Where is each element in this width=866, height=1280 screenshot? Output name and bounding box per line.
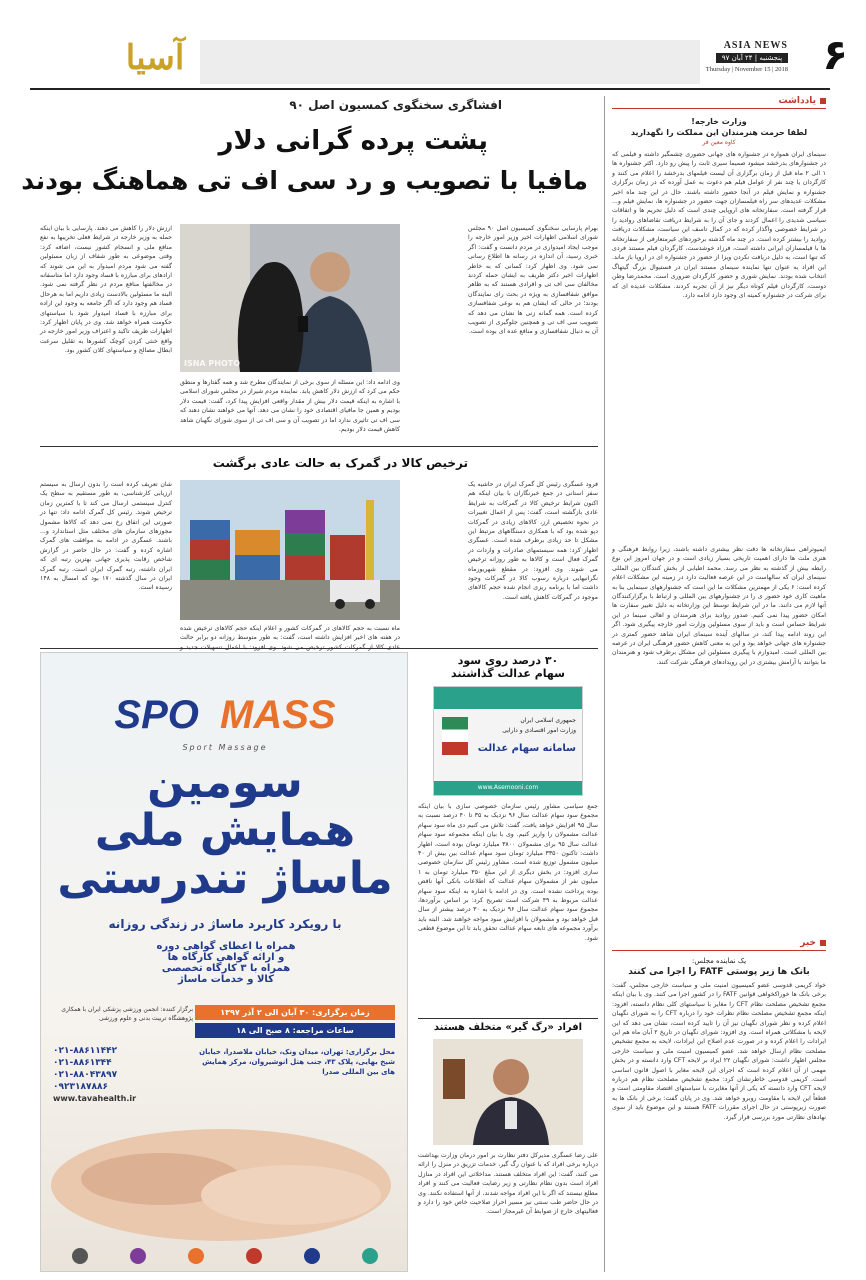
customs-col-3: شان تعریف کرده است را بدون ارسال به سیستم ارزیابی کارشناسی، به طور مستقیم به سطح یک کنترل سیستمی ارسال می کند تا با کمترین زمان ترخیص شوند. رئیس کل گمرک ادامه داد: تنها در صورتی این اتفاق رخ نمی دهد که کالاها مشمول مجوزهای سازمان های مختلف مثل استاندارد و... باشند. عسگری در ادامه به موافقت های گمرک اشاره کرده و گفت: در حال حاضر در گزارش شاخص رقابت پذیری جهانی بهترین رتبه ای که ایران داشته، رتبه گمرک ایران است. رتبه گمرک ایران در سال گذشته ۱۷۰ بود که امسال به ۱۴۸ رسیده است.	[40, 481, 172, 592]
interview-photo	[180, 224, 400, 372]
ad-features	[101, 941, 351, 1001]
note-body: سینمای ایران همواره در جشنواره های جهانی حضوری چشمگیر داشته و فیلمی که در جشنوارهای بدرخشد میشود صمیما سیری ثابت را پیش رو دارد. اکثر جشنواره ها ۱ الی ۲ ماه قبل از زمان برگزاری آن لیست فیلمهای بدرخشد را اعلام می کنند و کارگردان یا چند نفر از عوامل فیلم هم دعوت به عمل آورده که در زمان برگزاری جشنواره و نمایش فیلم در آنجا حضور داشته باشند. حال در این چند ماه اخیر مشکلات عدیدهای سر راه فیلمسازان جهت حضور در جشنواره ها، نمایش فیلم و... قرار گرفته است. سفارتخانه های اروپایی چندی است که دلیل تحریم ها و اتفاقات سیاسی شدیدی را اعمال کردند و جای آن را به شرایط دریافت تقاضاهای روادید را در شرایط خصوصی واگذار کرده که در کمال تاسف این سیاست، مشکلات دریافت روادید را بیشتر کرده است. در چند ماه گذشته برخوردهای غیرمتعارفی از سفارتخانه ها با فیلمسازان ایرانی داشته است، فرزاد خوشدست، کارگردان فیلم مستند فردی که تنها است، به دلیل دریافت نکردن ویزا از حضور در جشنواره ای در اروپا باز ماند. این افراد به عنوان تنها نماینده سینمای مستند ایران در فستیوال بزرگ گیتهاگ انتخاب شده بودند. نمایش شوری و حضور کارگردان ضروری است. محمدرضا وطن دوست، کارگردان فیلم کوتاه دیگر نیز از آن تجربه کردند. مشکلات عدیده ای که برای شرکت در جشنواره کمیته ای وجود دارد ادامه دارد.	[612, 151, 826, 300]
note-title-2: لطفا حرمت هنرمندان این مملکت را نگهدارید	[630, 128, 808, 137]
ad-feature-3: همراه با ۳ کارگاه تخصصی	[161, 963, 291, 974]
shares-logo-line-1: جمهوری اسلامی ایران	[520, 717, 576, 724]
shares-headline-2: سهام عدالت گذاشتند	[450, 667, 566, 680]
shares-logo-url: www.Asemooni.com	[434, 781, 582, 795]
news-body: خواد کریمی قدوسی عضو کمیسیون امنیت ملی و سیاست خارجی مجلس، گفت: برخی بانک ها خوراکخواهی قوانین FATF را در کشور اجرا می کنند. وی با بیان اینکه مجمع تشخیص مصلحت نظام CFT را مغایر با سیاستهای کلی نظام دانسته، افزود: اینکه مجمع تشخیص مصلحت نظام نظرات خود را درباره CFT را به شورای نگهبان اعلام کرده و نظر شورای نگهبان نیز آن را تایید کرده است، نشان می دهد که این لایحه با مشکلاتی همراه است. وی افزود: شورای نگهبان در تاریخ ۲ آبان ماه هم این ایرادات را اعلام کرده و در صورت عدم اصلاح این ایرادات، لایحه به مجمع تشخیص مصلحت نظام ارسال خواهد شد. عضو کمیسیون امنیت ملی و سیاست خارجی مجلس اظهار داشت: شورای نگهبان ۲۲ ایراد بر لایحه CFT وارد دانسته و در بخش مهمی از آن اعلام کرده است که اجرای این لایحه مغایر با اصول قانون اساسی است. کریمی قدوسی خاطرنشان کرد: مجمع تشخیص مصلحت نظام هم درباره لایحه CFT وارد دانسته که یکی از آنها مغایرت با سیاستهای اقتصاد مقاومتی است و قطعاً این لایحه با مقاومت روبرو خواهد شد. وی در پایان گفت: برخی از بانک ها به صورت زیرپوستی در حال اجرای مقررات FATF هستند و این موضوع باید از سوی نهادهای نظارتی مورد بررسی قرار گیرد.	[612, 982, 827, 1121]
shares-logo-line-2: وزارت امور اقتصادی و دارایی	[502, 727, 576, 734]
agents-body: علی رضا عسگری مدیرکل دفتر نظارت بر امور درمان وزارت بهداشت درباره برخی افراد که با عنوان رگ گیر، خدمات تزریق در منزل را ارائه می کنند، گفت: این افراد متخلف هستند. مداخلاتی این افراد در منازل افراد است بدون نظام نظارتی و زیر رضایت فعالیت می کنند و افراد مطلع نیستند که اگر با این افراد مواجه شدند، از آنها استفاده نکنند. وی در حال حاضر طب سنتی نیز مسیر احراز صلاحیت خاص خود را دارد و فعالیتهای خارج از ضوابط آن غیرمجاز است.	[418, 1152, 598, 1216]
shares-body: جمع سیاسی مشاور رئیس سازمان خصوصی سازی با بیان اینکه مجموع سود سهام عدالت سال ۹۶ نزدیک به ۳۵ تا ۴۰ درصد نسبت به سال ۹۵ افزایش خواهد یافت، گفت: تلاش می کنیم دی ماه سود سهام عدالت مشمولان را واریز کنیم. وی با بیان اینکه مجموعه سود سهام عدالت سال ۹۵ برای مشمولان ۳۸۰۰ میلیارد تومان بوده است، اظهار داشت: تاکنون ۳۳۵۰ میلیارد تومان سود سهام عدالت بین بیش از ۴۰ میلیون مشمول توزیع شده است. مشاور رئیس کل سازمان خصوصی سازی افزود: در بخش دیگری از این مبلغ ۳۵۰ میلیارد تومان به ۱ میلیون نفر از مشمولان سهام عدالت که اطلاعات بانکی آنها ناقص بوده پرداخت نشده است. وی در ادامه با اشاره به اینکه سود سهام عدالت مربوط به ۴۹ شرکت است تصریح کرد: بر اساس برآوردها، مجموع سود سهام عدالت سال ۹۶ نزدیک به ۳۰ درصد بیشتر از سال قبل خواهد بود و مشمولان با افزایش سود مواجه خواهند شد. البته باید برآورد مجموعه های تابعه سهام عدالت تحقق یابد تا این موضوع قطعی شود.	[418, 803, 599, 942]
news-headline: بانک ها زیر پوستی FATF را اجرا می کنند	[628, 967, 810, 977]
agents-story	[418, 1022, 598, 1272]
photo-credit: ISNA PHOTO	[184, 359, 241, 368]
note-section-label: یادداشت	[778, 96, 816, 106]
masthead	[0, 0, 866, 88]
ad-phones	[53, 1045, 193, 1105]
news-section-label: خبر	[800, 938, 816, 948]
agents-headline: افراد «رگ گیر» متخلف هستند	[433, 1022, 583, 1033]
note-section-marker	[820, 98, 826, 104]
customs-photo	[180, 480, 400, 620]
sidebar-news	[612, 938, 826, 1272]
note-section-head	[612, 96, 826, 109]
agents-photo	[433, 1039, 583, 1145]
ad-venue: محل برگزاری: تهران، میدان ونک، خیابان ملاصدرا، خیابان شیخ بهایی، پلاک ۴۳، جنب هتل انوشیروان، مرکز همایش های بین المللی صدرا	[199, 1048, 395, 1076]
news-section-marker	[820, 940, 826, 946]
main-headline-1: پشت پرده گرانی دلار	[218, 126, 488, 156]
ad-brand-left: SPO	[114, 693, 199, 737]
note-title-1: وزارت خارجه!	[691, 117, 747, 126]
customs-col-1: فرود عسگری رئیس کل گمرک ایران در حاشیه یک سفر استانی در جمع خبرنگاران با بیان اینکه هم اکنون شرایط ترخیص کالا در گمرکات به شرایط عادی بازگشته است، گفت: پس از اعمال تغییرات در نحوه تخصیص ارز، کالاهای زیادی در گمرکات دپو شده بود که با همکاری دستگاههای مرتبط این مشکل تا حد زیادی برطرف شده است. عسگری اظهار کرد: همه سیستمهای صادرات و واردات در گمرک فعال است و کالاها به طور روزانه ترخیص می شوند. وی افزود: در مقطع شهریورماه نگرانیهایی درباره رسوب کالا در گمرکات وجود داشت اما با برنامه ریزی انجام شده حجم کالاهای موجود در گمرکات کاهش یافته است.	[468, 481, 598, 601]
ad-brand	[41, 693, 409, 738]
note-author: کاوه معین فر	[702, 139, 736, 146]
ad-title-2: همایش ملی	[94, 805, 356, 856]
ad-feature-2: و ارائه گواهی کارگاه ها	[167, 952, 285, 963]
interview-photo-graphic	[180, 224, 400, 372]
news-kicker: یک نماینده مجلس:	[691, 957, 747, 965]
sidebar-note	[612, 96, 826, 934]
ad-feature-1: همراه با اعطای گواهی دوره	[156, 941, 296, 952]
ad-sponsor-logos	[51, 1245, 399, 1267]
ad-phone-4: ۰۹۲۳۱۸۷۸۸۶	[53, 1082, 108, 1092]
ad-feature-4: کالا و خدمات ماساژ	[178, 974, 274, 985]
date-fa: پنجشنبه | ۲۴ آبان ۹۷	[716, 53, 788, 63]
note-body-2: ایمیوتراهی سفارتخانه ها دقت نظر بیشتری داشته باشند، زیرا روابط فرهنگی و هنری ملت ها دارای اهمیت تاریخی بسیار زیادی است و در جهان امروز این نوع رابطه بیش از گذشته به نظر می رسد. محمد اطیابی از بخش کنندگان بین المللی سینمای ایران که سالهاست در این عرصه فعالیت دارد در زمینه این مشکلات اعلام کرده است: ۶ یکی از مهمترین مشکلات ما این است که جشنوارههای سینمایی بنا به ماهیت کاری خود حضور ی را در جشنوارههای بین المللی و ارتباط با برگزارکنندگان آنها لازم می دانند. ما در این شرایط توسط این وزارتخانه به دلیل تغییر سفارت ها امکان حضور پیدا نمی کنیم. صدور روادید برای هنرمندان و اهالی سینما در این شرایط حساس است و باید از سوی مسئولین وزارت امور خارجه پیگیری شود. اگر این روند ادامه پیدا کند، در سالهای آینده سینمای ایران شاهد حضور کمتری در جشنواره های جهانی خواهد بود و این به معنی کاهش حضور فرهنگی ایران در عرصه بین المللی است. امیدوارم با پیگیری مسئولین این مشکل برطرف شود و هنرمندان ما بتوانند با آرامش بیشتری در این رویدادهای فرهنگی شرکت کنند.	[612, 546, 826, 666]
ad-title-1: سومین	[147, 757, 303, 808]
ad-phone-2: ۰۲۱-۸۸۶۱۳۴۴	[53, 1058, 112, 1068]
main-story	[21, 92, 598, 452]
container-yard-graphic	[180, 480, 400, 620]
customs-col-2: ماه نسبت به حجم کالاهای در گمرکات کشور و اعلام اینکه حجم کالاهای ترخیص شده در هفته های اخیر افزایش داشته است، گفت: به طور متوسط روزانه دو برابر حالت	[180, 625, 400, 642]
main-kicker: افشاگری سخنگوی کمسیون اصل ۹۰	[289, 98, 502, 112]
ad-tagline: با رویکرد کاربرد ماساژ در زندگی روزانه	[108, 917, 342, 931]
ad-website: www.tavahealth.ir	[53, 1094, 137, 1103]
logo	[100, 34, 210, 84]
customs-headline: ترخیص کالا در گمرک به حالت عادی برگشت	[212, 456, 468, 470]
masthead-banner	[200, 40, 700, 84]
shares-logo-title: سامانه سهام عدالت	[477, 743, 576, 754]
main-col-middle: وی ادامه داد: این مسئله از سوی برخی از نمایندگان مطرح شد و همه گفتارها و منطق حکم می کرد که ارزش دلار کاهش یابد. نماینده مردم شیراز در مجلس شورای اسلامی با اشاره به اینکه قیمت دلار بیش از مقدار واقعی افزایش پیدا کرد، گفت: قیمت دلار بودیم و همین جا مافیای اقتصادی خود را نشان می دهد. آنها می خواهند نشان دهند که سی اف تی تاثیری ندارد اما در تصویب آن و سی اف تی از سوی شورای نگهبان شاهد کاهش قیمت دلار بودیم.	[180, 379, 400, 434]
ad-time: ساعات مراجعه: ۸ صبح الی ۱۸	[195, 1023, 395, 1038]
ad-title-3: ماساژ تندرستی	[57, 853, 393, 904]
spomass-ad	[40, 652, 408, 1272]
ad-organizer: برگزار کننده: انجمن ورزشی پزشکی ایران با همکاری پژوهشگاه تربیت بدنی و علوم ورزشی	[61, 1006, 193, 1022]
shares-headline-1: ۳۰ درصد روی سود	[457, 654, 559, 667]
news-section-head	[612, 938, 826, 951]
shares-logo	[433, 686, 583, 796]
date-en: Thursday | November 15 | 2018	[705, 66, 788, 73]
logo-text: آسیا	[125, 38, 185, 78]
main-col-left: ارزش دلار را کاهش می دهند. پارسایی با بیان اینکه حمله به وزیر خارجه در شرایط فعلی تخریبها به نفع منافع ملی و انسجام کشور نیست، اضافه کرد: وقتی موضوعی به طور شفاف از زبان مسئولین گفته می شود مردم امیدوار به این می شوند که ارادهای برای مبارزه با فساد وجود دارد اما متاسفانه در مخالفتها منافع مردم در نظر گرفته نمی شود. البته ما مسئولین بالادست زیادی داریم اما به هرحال فساد هم وجود دارد که اگر جامعه به وجود این اراده برای مبارزه با فساد امیدوار شود با سیاستهای حکومت همراه خواهد شد. وی در پایان اظهار کرد: اظهارات ظریف تاکید و اعتراف وزیر امور خارجه در واقع خنثی کردن کوچک کشورها به تقلیل سرعت ابطال مصالح و سیاستهای کلان کشور بود.	[40, 225, 172, 355]
ad-brand-sub: Sport Massage	[182, 743, 268, 752]
paper-name-en: ASIA NEWS	[723, 40, 788, 51]
ad-phone-1: ۰۲۱-۸۸۶۱۱۴۴۲	[53, 1046, 118, 1056]
ad-phone-3: ۰۲۱-۸۸۰۴۳۸۹۷	[53, 1070, 118, 1080]
ad-hands-graphic	[41, 1105, 409, 1245]
official-portrait-graphic	[433, 1039, 583, 1145]
shares-story	[418, 654, 598, 1016]
page-number: ۶	[822, 30, 848, 79]
main-col-right: بهرام پارسایی سخنگوی کمیسیون اصل ۹۰ مجلس شورای اسلامی اظهارات اخیر وزیر امور خارجه را موجب ایجاد امیدواری در مردم دانست و گفت: اگر خبری رسید، آن اندازه در رسانه ها اطلاع رسانی نمی شود. وی اظهار کرد: کسانی که به خاطر اظهارات اخیر دکتر ظریف به ایشان حمله کردند مخالفان سی اف تی و افرادی هستند که به ظاهر موافق شفافسازی به ویژه در بحث رای نمایندگان بودند؛ در حالی که ایشان هم به نوعی شفافسازی کرده است. همه گمانه زنی ها نشان می دهد که تصویب سی اف تی و همچنین جلوگیری از تصویب آن به دنبال شفافسازی و منافع عده ای بوده است.	[468, 225, 598, 336]
customs-story	[40, 450, 598, 646]
main-headline-2: مافیا با تصویب و رد سی اف تی هماهنگ بودند	[21, 166, 588, 195]
ad-date: زمان برگزاری: ۳۰ آبان الی ۲ آذر ۱۳۹۷	[195, 1005, 395, 1020]
ad-brand-right: MASS	[220, 693, 336, 737]
